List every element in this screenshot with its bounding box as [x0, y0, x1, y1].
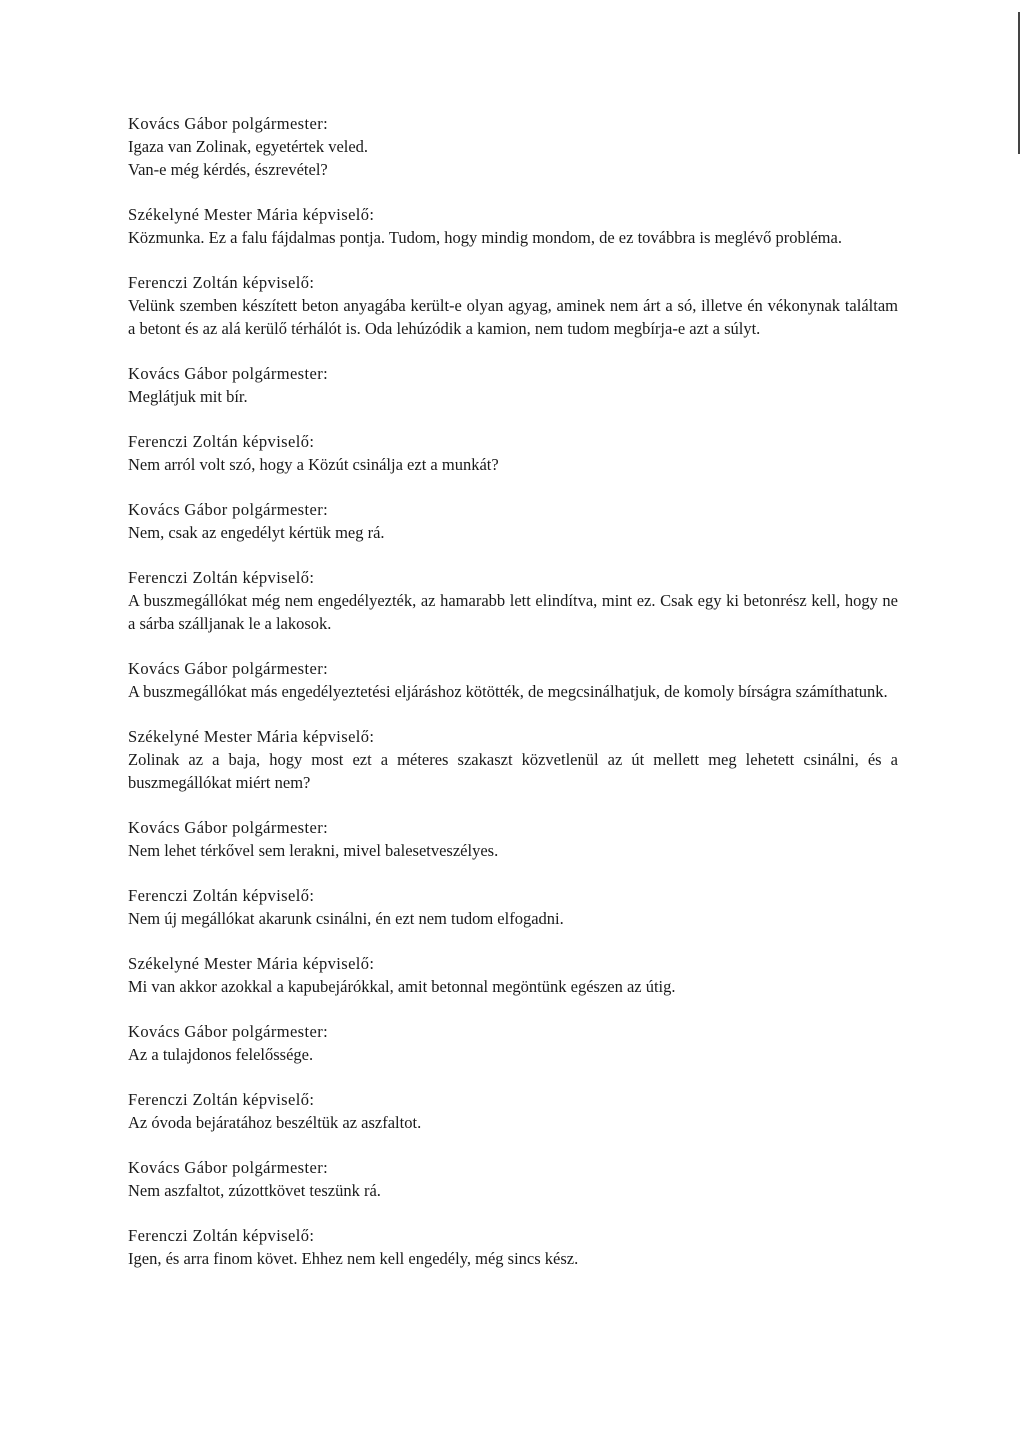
speaker-name: Kovács Gábor polgármester:: [128, 114, 329, 133]
speaker-name: Ferenczi Zoltán képviselő:: [128, 886, 315, 905]
entry: [128, 725, 898, 794]
speech-text: Igen, és arra finom követ. Ehhez nem kell engedély, még sincs kész.: [128, 1249, 579, 1268]
speaker-name: Kovács Gábor polgármester:: [128, 1158, 329, 1177]
entry: [128, 1088, 898, 1134]
entry: [128, 1224, 898, 1270]
speaker-name: Kovács Gábor polgármester:: [128, 818, 329, 837]
speaker-name: Kovács Gábor polgármester:: [128, 659, 329, 678]
speaker-name: Székelyné Mester Mária képviselő:: [128, 727, 375, 746]
speech-text: A buszmegállókat más engedélyeztetési eljáráshoz kötötték, de megcsinálhatjuk, de komoly bírságra számíthatunk.: [128, 682, 888, 701]
speech-text: Nem arról volt szó, hogy a Közút csinálja ezt a munkát?: [128, 455, 499, 474]
speech-text: Nem, csak az engedélyt kértük meg rá.: [128, 523, 385, 542]
page-edge-line: [1018, 12, 1020, 154]
entry: [128, 498, 898, 544]
speech-text: Meglátjuk mit bír.: [128, 387, 248, 406]
entry: [128, 566, 898, 635]
entry: [128, 271, 898, 340]
speech-text: A buszmegállókat még nem engedélyezték, az hamarabb lett elindítva, mint ez. Csak egy ki betonrész kell, hogy ne a sárba szálljanak le a lakosok.: [128, 591, 898, 633]
speaker-name: Ferenczi Zoltán képviselő:: [128, 568, 315, 587]
speech-text: Nem lehet térkővel sem lerakni, mivel balesetveszélyes.: [128, 841, 499, 860]
speech-text: Az óvoda bejáratához beszéltük az aszfaltot.: [128, 1113, 422, 1132]
entry: [128, 430, 898, 476]
speech-text: Nem aszfaltot, zúzottkövet teszünk rá.: [128, 1181, 381, 1200]
transcript: [128, 112, 898, 1292]
speech-text: Nem új megállókat akarunk csinálni, én ezt nem tudom elfogadni.: [128, 909, 564, 928]
speaker-name: Ferenczi Zoltán képviselő:: [128, 1226, 315, 1245]
entry: [128, 884, 898, 930]
speaker-name: Ferenczi Zoltán képviselő:: [128, 273, 315, 292]
speaker-name: Ferenczi Zoltán képviselő:: [128, 1090, 315, 1109]
entry: [128, 816, 898, 862]
speaker-name: Ferenczi Zoltán képviselő:: [128, 432, 315, 451]
speaker-name: Kovács Gábor polgármester:: [128, 500, 329, 519]
entry: [128, 657, 898, 703]
entry: [128, 203, 898, 249]
speaker-name: Székelyné Mester Mária képviselő:: [128, 954, 375, 973]
speech-text: Velünk szemben készített beton anyagába került-e olyan agyag, aminek nem árt a só, illetve én vékonynak találtam a betont és az alá kerülő térhálót is. Oda lehúzódik a kamion, nem tudom megbírja-e azt a súlyt.: [128, 296, 898, 338]
speech-text: Mi van akkor azokkal a kapubejárókkal, amit betonnal megöntünk egészen az útig.: [128, 977, 676, 996]
speaker-name: Kovács Gábor polgármester:: [128, 364, 329, 383]
speech-text: Igaza van Zolinak, egyetértek veled. Van-e még kérdés, észrevétel?: [128, 137, 369, 179]
speech-text: Zolinak az a baja, hogy most ezt a méteres szakaszt közvetlenül az út mellett meg lehetett csinálni, és a buszmegállókat miért nem?: [128, 750, 898, 792]
entry: [128, 1020, 898, 1066]
speech-text: Az a tulajdonos felelőssége.: [128, 1045, 314, 1064]
entry: [128, 362, 898, 408]
speech-text: Közmunka. Ez a falu fájdalmas pontja. Tudom, hogy mindig mondom, de ez továbbra is meglévő probléma.: [128, 228, 842, 247]
entry: [128, 1156, 898, 1202]
entry: [128, 112, 898, 181]
speaker-name: Kovács Gábor polgármester:: [128, 1022, 329, 1041]
entry: [128, 952, 898, 998]
speaker-name: Székelyné Mester Mária képviselő:: [128, 205, 375, 224]
